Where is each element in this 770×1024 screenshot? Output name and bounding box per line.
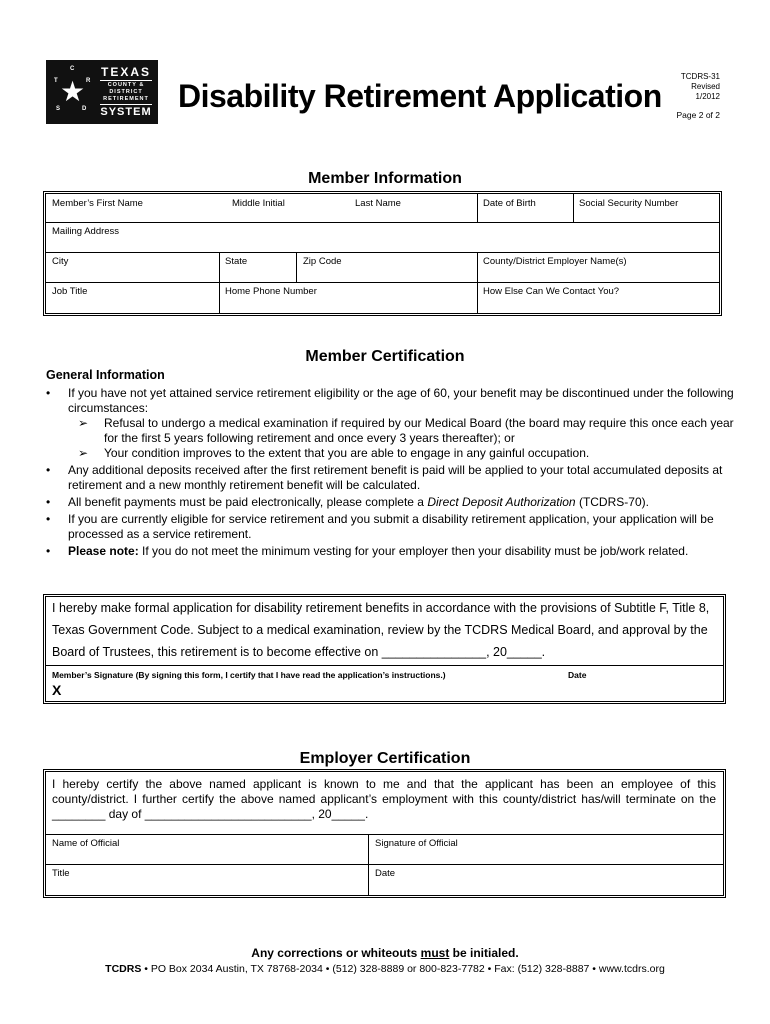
mailing-address-field[interactable]: Mailing Address xyxy=(52,226,120,237)
bullet-icon: • xyxy=(46,495,51,509)
other-contact-field[interactable]: How Else Can We Contact You? xyxy=(483,286,620,297)
job-title-field[interactable]: Job Title xyxy=(52,286,88,297)
member-certification-box xyxy=(45,596,724,702)
member-certification-statement: I hereby make formal application for disability retirement benefits in accordance with the provisions of Subtitle F, Title 8, Texas Government Code. Subject to a medical examination, review by the TCDRS Medical Board, and approval by the Board of Trustees, this retirement is to become effective on _______________, 20_____. xyxy=(52,601,710,659)
city-field[interactable]: City xyxy=(52,256,69,267)
bullet-icon: • xyxy=(46,544,51,558)
tcdrs-logo: T C R D S ★ TEXAS COUNTY & DISTRICT RETIREMENT SYSTEM xyxy=(46,60,158,124)
arrow-bullet-icon: ➢ xyxy=(78,446,89,460)
star-icon: ★ xyxy=(60,76,86,107)
home-phone-field[interactable]: Home Phone Number xyxy=(225,286,317,297)
employer-certification-box xyxy=(45,771,724,896)
form-code: TCDRS-31 Revised 1/2012 xyxy=(680,72,720,101)
list-item: • Please note: If you do not meet the minimum vesting for your employer then your disability must be job/work related. xyxy=(46,544,689,558)
list-item: ➢ Refusal to undergo a medical examination if required by our Medical Board (the board may require this once each year for the first 5 years following retirement and once every 3 years thereafter); or xyxy=(78,416,734,445)
employer-date-field[interactable]: Date xyxy=(375,868,396,879)
first-name-field[interactable]: Member’s First Name xyxy=(52,198,143,209)
list-item: • If you have not yet attained service retirement eligibility or the age of 60, your benefit may be discontinued under the following circumstances: xyxy=(46,386,734,415)
page-number: Page 2 of 2 xyxy=(676,110,720,120)
member-signature-label: Member’s Signature (By signing this form, I certify that I have read the application’s instructions.) xyxy=(52,670,446,680)
official-title-field[interactable]: Title xyxy=(52,868,70,879)
employer-certification-title: Employer Certification xyxy=(299,750,471,767)
date-of-birth-field[interactable]: Date of Birth xyxy=(483,198,536,209)
general-information-heading: General Information xyxy=(46,368,165,382)
state-field[interactable]: State xyxy=(225,256,248,267)
list-item: • All benefit payments must be paid electronically, please complete a Direct Deposit Authorization (TCDRS-70). xyxy=(46,495,649,509)
official-signature-field[interactable]: Signature of Official xyxy=(375,838,458,849)
member-signature-date-label: Date xyxy=(568,670,587,680)
middle-initial-field[interactable]: Middle Initial xyxy=(232,198,285,209)
bullet-icon: • xyxy=(46,463,51,477)
logo-star-emblem: T C R D S ★ xyxy=(54,66,91,112)
arrow-bullet-icon: ➢ xyxy=(78,416,89,430)
official-name-field[interactable]: Name of Official xyxy=(52,838,120,849)
member-certification-title: Member Certification xyxy=(305,348,465,365)
list-item: • If you are currently eligible for service retirement and you submit a disability retirement application, your application will be processed as a service retirement. xyxy=(46,512,714,541)
employer-name-field[interactable]: County/District Employer Name(s) xyxy=(483,256,627,267)
list-item: • Any additional deposits received after the first retirement benefit is paid will be applied to your total accumulated deposits at retirement and a new monthly retirement benefit will be calculated. xyxy=(46,463,723,492)
employer-certification-statement: I hereby certify the above named applicant is known to me and that the applicant has been an employee of this county/district. I further certify the above named applicant’s employment with this county/district has/will terminate on the ________ day of _________________________, 20_____. xyxy=(52,777,716,821)
member-information-title: Member Information xyxy=(308,170,462,187)
zip-code-field[interactable]: Zip Code xyxy=(303,256,342,267)
corrections-notice: Any corrections or whiteouts must be initialed. xyxy=(251,946,519,960)
member-signature-field[interactable]: X xyxy=(52,682,62,698)
bullet-icon: • xyxy=(46,386,51,400)
document-title: Disability Retirement Application xyxy=(178,78,662,114)
list-item: ➢ Your condition improves to the extent that you are able to engage in any gainful occupation. xyxy=(78,446,590,460)
member-information-table xyxy=(45,193,720,314)
general-information-list xyxy=(46,386,736,559)
ssn-field[interactable]: Social Security Number xyxy=(579,198,679,209)
last-name-field[interactable]: Last Name xyxy=(355,198,401,209)
bullet-icon: • xyxy=(46,512,51,526)
contact-footer: TCDRS • PO Box 2034 Austin, TX 78768-2034 • (512) 328-8889 or 800-823-7782 • Fax: (512) 328-8887 • www.tcdrs.org xyxy=(105,963,665,975)
